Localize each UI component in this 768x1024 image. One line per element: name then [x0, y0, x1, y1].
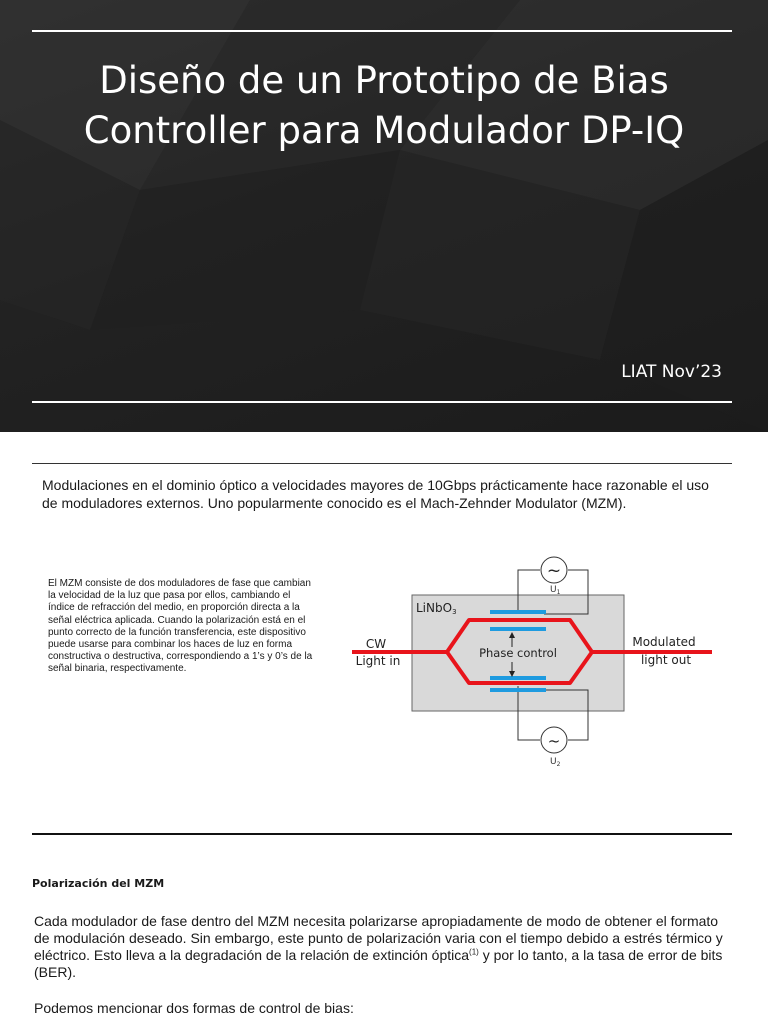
title-line-2: Controller para Modulador DP-IQ [83, 109, 685, 152]
source1-symbol: ~ [546, 561, 562, 581]
source1-label-sub: 1 [556, 589, 561, 596]
mzm-diagram-svg [352, 552, 712, 772]
substrate-label [416, 601, 457, 616]
mzm-diagram [352, 552, 712, 772]
source1-label-main: U [550, 585, 557, 595]
polarization-paragraph [34, 913, 724, 981]
output-label-line2: light out [640, 653, 692, 667]
electrode-top-2 [490, 627, 546, 631]
source1-label [550, 585, 561, 596]
slide-title [24, 56, 744, 156]
slide-subtitle: LIAT Nov’23 [621, 362, 722, 382]
source2-label [550, 757, 561, 768]
section-heading: Polarización del MZM [32, 877, 165, 890]
phase-control-label: Phase control [479, 646, 557, 660]
intro-paragraph: Modulaciones en el dominio óptico a velocidades mayores de 10Gbps prácticamente hace razonable el uso de moduladores externos. Uno popularmente conocido es el Mach-Zehnder Modulator (MZM). [42, 477, 709, 511]
footnote-ref: (1) [469, 947, 479, 957]
output-label-line1: Modulated [632, 635, 696, 649]
section-divider-1 [32, 463, 732, 464]
title-slide [0, 0, 768, 432]
bias-control-intro: Podemos mencionar dos formas de control de bias: [34, 1000, 354, 1016]
top-rule [32, 30, 732, 32]
substrate-label-main: LiNbO [416, 601, 453, 615]
source2-label-main: U [550, 757, 557, 767]
substrate-label-sub: 3 [452, 608, 457, 616]
input-label-line1: CW [365, 637, 387, 651]
source2-symbol: ~ [547, 732, 561, 750]
electrode-bottom-2 [490, 688, 546, 692]
source2-label-sub: 2 [556, 761, 561, 768]
input-label-line2: Light in [355, 654, 401, 668]
title-line-1: Diseño de un Prototipo de Bias [99, 59, 669, 102]
section-divider-2 [32, 833, 732, 835]
mzm-description: El MZM consiste de dos moduladores de fase que cambian la velocidad de la luz que pasa por ellos, cambiando el índice de refracción del medio, en proporción directa a la señal eléctrica aplicada. Cuando la polarización está en el punto correcto de la función transferencia, este dispositivo puede usarse para combinar los haces de luz en forma constructiva o destructiva, correspondiendo a 1’s y 0’s de la señal binaria, respectivamente. [48, 578, 313, 675]
bottom-rule [32, 401, 732, 403]
polarization-text-end: y por lo tanto, a la tasa de error de bits (BER). [34, 947, 723, 980]
electrode-bottom-1 [490, 676, 546, 680]
electrode-top-1 [490, 610, 546, 614]
polarization-text: Cada modulador de fase dentro del MZM necesita polarizarse apropiadamente de modo de obtener el formato de modulación deseado. Sin embargo, este punto de polarización varia con el tiempo debido a estrés térmico y eléctrico. Esto lleva a la degradación de la relación de extinción óptica [34, 913, 723, 963]
